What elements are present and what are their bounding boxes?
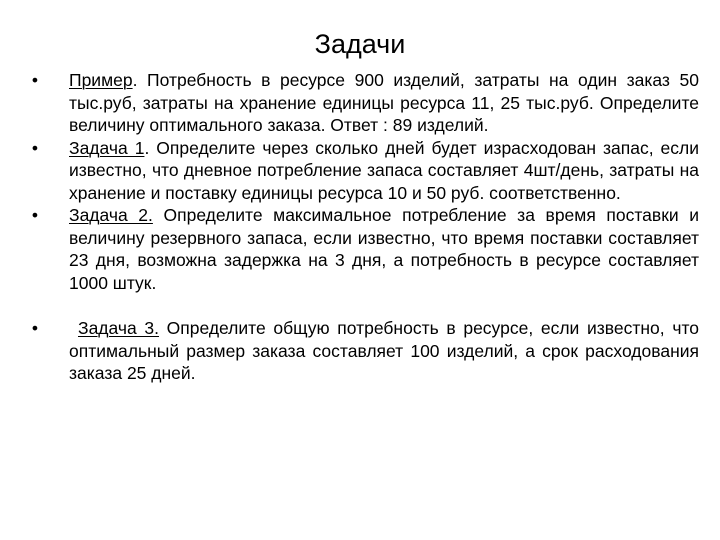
- item-label: Задача 1: [69, 137, 145, 158]
- item-label: Пример: [69, 70, 133, 90]
- list-item-example: [31, 69, 699, 137]
- list-item-task-1: [31, 137, 700, 205]
- bullet-icon: •: [31, 137, 39, 158]
- bullet-icon: •: [31, 318, 39, 338]
- item-label: Задача 2.: [69, 205, 153, 225]
- list-item-task-3: [31, 317, 699, 385]
- item-label: Задача 3.: [78, 318, 159, 338]
- slide-title: Задачи: [314, 29, 406, 59]
- item-text: Определите общую потребность в ресурсе, если известно, что оптимальный размер заказа составляет 100 изделий, а срок расходования заказа 25 дней.: [69, 318, 699, 383]
- list-item-task-2: [31, 204, 699, 294]
- item-text: . Определите через сколько дней будет израсходован запас, если известно, что дневное потребление запаса составляет 4шт/день, затраты на хранение и поставку единицы ресурса 10 и 50 руб. соответственно.: [69, 137, 700, 203]
- task-list: [31, 69, 700, 385]
- bullet-icon: •: [31, 205, 39, 225]
- bullet-icon: •: [31, 70, 39, 90]
- item-text: Определите максимальное потребление за время поставки и величину резервного запаса, если известно, что время поставки составляет 23 дня, возможна задержка на 3 дня, а потребность в ресурсе составляет 1000 штук.: [69, 205, 699, 293]
- item-text: . Потребность в ресурсе 900 изделий, затраты на один заказ 50 тыс.руб, затраты на хранение единицы ресурса 11, 25 тыс.руб. Определите величину оптимального заказа. Ответ : 89 изделий.: [69, 70, 699, 135]
